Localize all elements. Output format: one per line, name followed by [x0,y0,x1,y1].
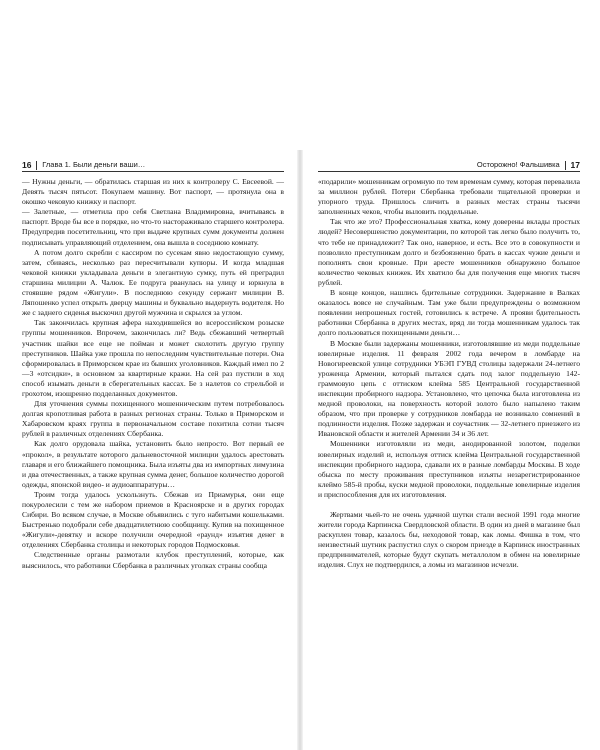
section-title: Осторожно! Фальшивка [476,160,560,169]
paragraph: Троим тогда удалось ускользнуть. Сбежав из Приамурья, они еще покуролесили с тем же набором приемов в Красноярске и в других городах Сибири. Во всяком случае, в Москве объявились с туго набитыми кошельками. Быстренько подобрали себе двадцатилетнюю сообщницу. Купив на похищенное «Жигули»-девятку и вскоре получили очередной «раунд» изъятия денег в отделениях Сбербанка столицы и некоторых городов Подмосковья. [22,489,284,550]
right-page [318,160,580,571]
paragraph: В конце концов, нашлись бдительные сотрудники. Задержание в Валках оказалось вовсе не случайным. Там уже были предупреждены о возможном появлении непрошеных гостей, готовились к встрече. А прояви бдительность работники Сбербанка в других местах, вряд ли тогда мошенникам удалось так долго пользоваться похищенными деньги… [318,288,580,338]
header-separator [36,161,37,170]
paragraph: Мошенники изготовляли из меди, анодированной золотом, поделки ювелирных изделий и, используя оттиск клейма Центральной государственной инспекции пробирного надзора, сдавали их в разные ломбарды Москвы. В ходе обыска по месту проживания преступников изъяты незарегистрированное клеймо 585-й пробы, куски медной проволоки, поддельные ювелирные изделия и приспособления для их изготовления. [318,439,580,499]
left-page-body [22,177,284,571]
chapter-title: Глава 1. Были деньги ваши… [42,160,146,169]
paragraph: — Нужны деньги, — обратилась старшая из них к контролеру С. Евсеевой. — Девять тысяч пятьсот. Покупаем машину. Вот паспорт, — протянула она в окошко чековую книжку и паспорт. [22,177,284,207]
header-separator [565,161,566,170]
book-gutter [297,150,303,750]
paragraph: Как долго орудовала шайка, установить было непросто. Вот первый ее «прокол», в результате которого дальневосточной милиции удалось арестовать главаря и его ближайшего помощника. Была изъяты два из импортных лимузина и два отечественных, а также крупная сумма денег, большое количество дорогой одежды, японской видео- и аудиоаппаратуры… [22,439,284,489]
paragraph: Для уточнения суммы похищенного мошенническим путем потребовалось долгая кропотливая работа в разных регионах страны. Только в Приморском и Хабаровском краях группа в первоначальном составе похитила сотни тысяч рублей в различных отделениях Сбербанка. [22,399,284,439]
running-head-left [22,160,284,172]
running-head-right [318,160,580,172]
paragraph: «подарили» мошенникам огромную по тем временам сумму, которая перевалила за миллион рублей. Потери Сбербанка требовали тщательной проверки и упорного труда. Пришлось сличить в разных местах страны тысячи заполненных чеков, чтобы выловить поддельные. [318,177,580,217]
paragraph: А потом долго скребли с кассиром по сусекам явно недостающую сумму, затем, сбиваясь, несколько раз пересчитывали купюры. И когда младшая чековой книжки укладывала деньги в элегантную сумку, путь ей преградил старшина милиции А. Чалюк. Ее подруга рванулась на улицу и юркнула в стоявшие рядом «Жигули». В последнюю секунду сержант милиции В. Ляпошенко успел открыть дверцу машины и буквально выдернуть водителя. Но же с заднего сиденья выскочил другой мужчина и скрылся за углом. [22,247,284,318]
paragraph: — Залетные, — отметила про себя Светлана Владимировна, вчитываясь в паспорт. Вроде бы все в порядке, но что-то настораживало старшего контролера. Предупредив посетительниц, что при выдаче крупных сумм документы должен подписывать управляющий отделением, она вышла в соседнюю комнату. [22,207,284,247]
right-page-body [318,177,580,571]
left-page [22,160,284,571]
page-number-left: 16 [22,160,32,170]
paragraph: Следственные органы размотали клубок преступлений, которые, как выяснилось, что работники Сбербанка в различных уголках страны сообща [22,550,284,570]
paragraph: В Москве были задержаны мошенники, изготовлявшие из меди поддельные ювелирные изделия. 11 февраля 2002 года вечером в ломбарде на Новогиреевской улице сотрудники УБЭП ГУВД столицы задержали 24-летнего уроженца Армении, который пытался сдать под залог поддельную 142-граммовую цепь с оттиском клейма 585 Центральной государственной инспекции пробирного надзора. Установлено, что цепочка была изготовлена из медной проволоки, на поверхность которой золото было напылено таким образом, что при проверке у сотрудников ломбарда не возникало сомнений в подлинности изделия. Позже задержан и соучастник — 32-летнего приезжего из Ивановской области и жителей Армении 34 и 36 лет. [318,338,580,439]
paragraph: Так что же это? Профессиональная хватка, кому доверены вклады простых людей? Несовершенство документации, по которой так легко было получить то, что тебе не принадлежит? Так оно, наверное, и есть. Все это в совокупности и позволило преступникам долго и безбоязненно брать в кассах чужие деньги и пополнять свои кровные. При аресте мошенников обнаружено большое количество чековых книжек. Их хватило бы для получения еще многих тысяч рублей. [318,217,580,287]
paragraph: Так закончилась крупная афера находившейся во всероссийском розыске группы мошенников. Впрочем, закончилась ли? Ведь сбежавший четвертый участник шайки все еще не пойман и может сколотить другую группу преступников. Шайка уже прошла по непоследним чувствительные потери. Она сформировалась в Приморском крае из бывших уголовников. Каждый имел по 2—3 «отсидки», в основном за квартирные кражи. На сей раз пустили в ход способ изымать деньги в сберегательных кассах. Бе з налетов со стрельбой и грохотом, изощренно подделанных документов. [22,318,284,398]
page-number-right: 17 [570,160,580,170]
paragraph: Жертвами чьей-то не очень удачной шутки стали весной 1991 года многие жители города Карпинска Свердловской области. В один из дней в магазине был раскуплен товар, казалось бы, неходовой товар, как ломы. Фишка в том, что неизвестный шутник распустил слух о скором приезде в Карпинск иностранных предпринимателей, которые будут скупать металлолом в обмен на ювелирные изделия. Слух не подтвердился, а ломы из магазинов исчезли. [318,510,580,570]
